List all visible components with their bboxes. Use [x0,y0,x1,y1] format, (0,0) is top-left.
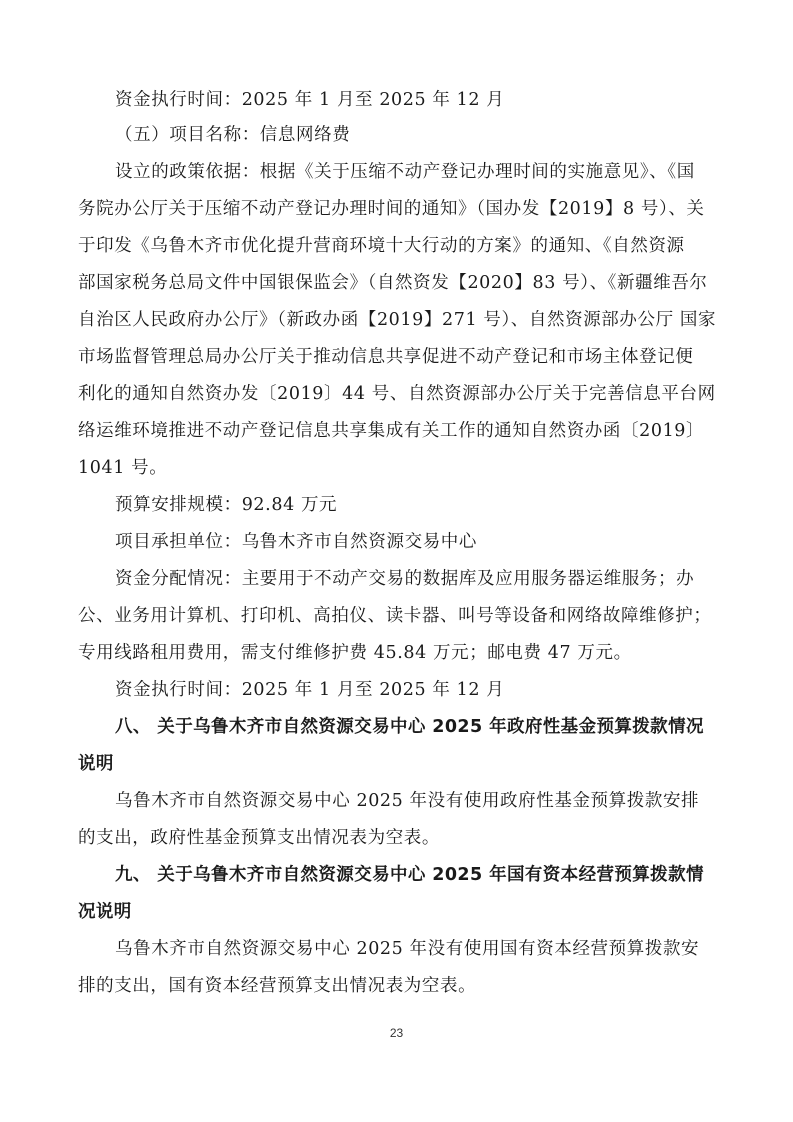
policy-basis-line-8: 络运维环境推进不动产登记信息共享集成有关工作的通知自然资办函〔2019〕 [78,421,705,441]
policy-basis-line-6: 市场监督管理总局办公厅关于推动信息共享促进不动产登记和市场主体登记便 [78,347,694,367]
policy-basis-line-2: 务院办公厅关于压缩不动产登记办理时间的通知》（国办发【2019】8 号）、关 [78,199,705,219]
fund-allocation-line-2: 公、业务用计算机、打印机、高拍仪、读卡器、叫号等设备和网络故障维修护； [78,606,712,626]
project-five-title: （五）项目名称：信息网络费 [115,125,351,145]
section-nine-heading-cont: 况说明 [78,902,132,922]
section-eight-heading-cont: 说明 [78,754,114,774]
fund-allocation-line-1: 资金分配情况：主要用于不动产交易的数据库及应用服务器运维服务；办 [115,569,695,589]
section-eight-body-2: 的支出，政府性基金预算支出情况表为空表。 [78,828,440,848]
section-nine-body-1: 乌鲁木齐市自然资源交易中心 2025 年没有使用国有资本经营预算拨款安 [115,939,700,959]
page-number: 23 [389,1026,404,1040]
section-nine-heading: 九、 关于乌鲁木齐市自然资源交易中心 2025 年国有资本经营预算拨款情 [115,865,704,885]
policy-basis-line-1: 设立的政策依据：根据《关于压缩不动产登记办理时间的实施意见》、《国 [115,162,695,182]
section-eight-heading: 八、 关于乌鲁木齐市自然资源交易中心 2025 年政府性基金预算拨款情况 [115,717,704,737]
section-eight-body-1: 乌鲁木齐市自然资源交易中心 2025 年没有使用政府性基金预算拨款安排 [115,791,700,811]
policy-basis-line-5: 自治区人民政府办公厅》（新政办函【2019】271 号）、自然资源部办公厅 国家 [78,310,717,330]
budget-scale: 预算安排规模：92.84 万元 [115,495,338,515]
policy-basis-line-4: 部国家税务总局文件中国银保监会》（自然资发【2020】83 号）、《新疆维吾尔 [78,273,708,293]
section-nine-body-2: 排的支出，国有资本经营预算支出情况表为空表。 [78,976,477,996]
fund-execution-time-1: 资金执行时间：2025 年 1 月至 2025 年 12 月 [115,90,505,110]
policy-basis-line-9: 1041 号。 [78,458,168,478]
fund-allocation-line-3: 专用线路租用费用，需支付维修护费 45.84 万元；邮电费 47 万元。 [78,643,632,663]
project-unit: 项目承担单位：乌鲁木齐市自然资源交易中心 [115,532,477,552]
policy-basis-line-7: 利化的通知自然资办发〔2019〕44 号、自然资源部办公厅关于完善信息平台网 [78,384,716,404]
fund-execution-time-2: 资金执行时间：2025 年 1 月至 2025 年 12 月 [115,680,505,700]
policy-basis-line-3: 于印发《乌鲁木齐市优化提升营商环境十大行动的方案》的通知、《自然资源 [78,236,685,256]
